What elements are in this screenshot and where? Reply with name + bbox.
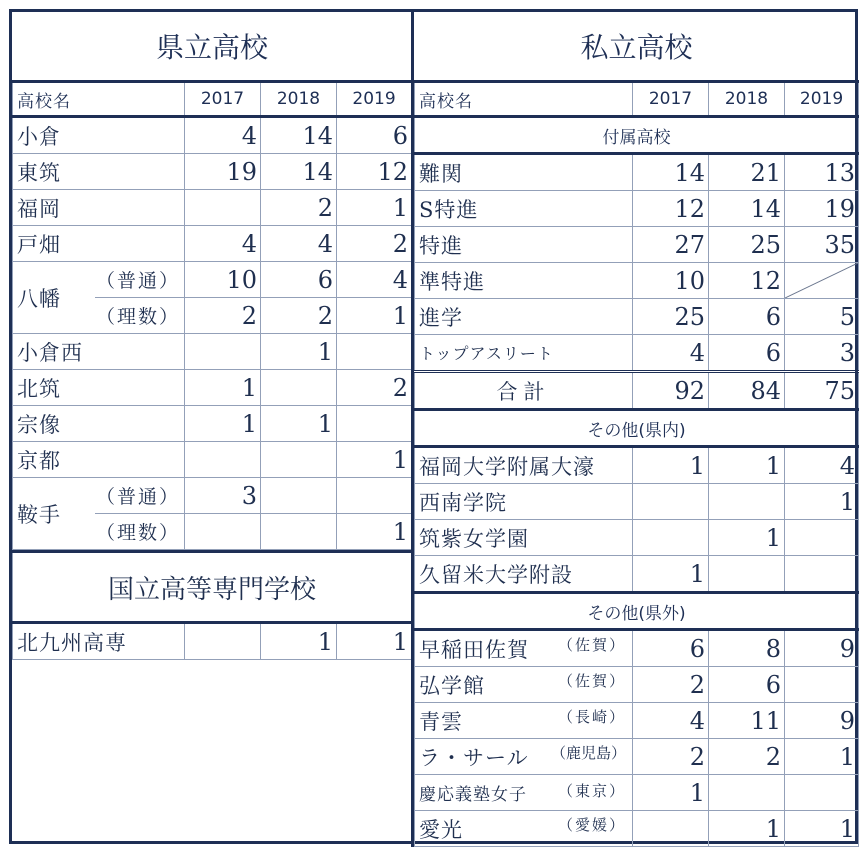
table-row [13, 623, 412, 660]
section-other-in-prefecture: その他(県内) [415, 410, 859, 447]
count-2019: 1 [785, 811, 859, 847]
school-name: 宗像 [13, 406, 185, 442]
prefectural-table [12, 12, 412, 262]
count-2017 [185, 190, 261, 226]
count-2018: 1 [261, 334, 337, 370]
count-2018: 6 [709, 335, 785, 372]
count-2019: 4 [337, 262, 412, 298]
count-2018 [261, 514, 337, 550]
count-2017 [633, 520, 709, 556]
count-2017: 27 [633, 227, 709, 263]
table-row [13, 154, 412, 190]
course-name: 難関 [415, 154, 633, 191]
count-2019: 1 [337, 623, 412, 660]
course-name: S特進 [415, 191, 633, 227]
count-2018: 2 [261, 190, 337, 226]
count-2018: 1 [709, 447, 785, 484]
count-2019 [337, 334, 412, 370]
count-2019: 19 [785, 191, 859, 227]
prefectural-title: 県立高校 [13, 12, 412, 82]
section-affiliated: 付属高校 [415, 117, 859, 154]
count-2017 [185, 623, 261, 660]
table-row [415, 227, 859, 263]
count-2017: 1 [633, 775, 709, 811]
course-name: 進学 [415, 299, 633, 335]
count-2019: 1 [337, 190, 412, 226]
school-name: ラ・サール [419, 745, 529, 770]
school-name: 京都 [13, 442, 185, 478]
count-2017: 19 [185, 154, 261, 190]
prefectural-table-2 [12, 333, 412, 478]
header-school-name: 高校名 [415, 82, 633, 117]
count-2017: 3 [185, 478, 261, 514]
count-2017 [633, 811, 709, 847]
table-row [415, 703, 859, 739]
total-2018: 84 [709, 372, 785, 410]
count-2018: 2 [709, 739, 785, 775]
count-2018 [261, 370, 337, 406]
total-2019: 75 [785, 372, 859, 410]
count-2017 [185, 514, 261, 550]
prefectural-panel [12, 12, 411, 660]
count-2019: 1 [337, 442, 412, 478]
course-name: 特進 [415, 227, 633, 263]
course-name: 準特進 [415, 263, 633, 299]
count-2018: 14 [261, 154, 337, 190]
count-2019: 1 [785, 484, 859, 520]
course-label: （理数） [95, 298, 185, 334]
table-row [13, 370, 412, 406]
table-row [415, 556, 859, 593]
table-row [415, 484, 859, 520]
course-name: トップアスリート [415, 335, 633, 372]
school-name: 八幡 [13, 262, 95, 334]
count-2017: 12 [633, 191, 709, 227]
count-2019: 1 [337, 298, 412, 334]
count-2018 [261, 478, 337, 514]
table-row [415, 739, 859, 775]
header-year-2017: 2017 [633, 82, 709, 117]
count-2017: 4 [633, 335, 709, 372]
yahata-group [12, 261, 412, 334]
school-name: 愛光 [419, 817, 463, 842]
count-2017: 10 [633, 263, 709, 299]
table-row [13, 334, 412, 370]
count-2017: 4 [633, 703, 709, 739]
header-year-2017: 2017 [185, 82, 261, 117]
count-2018: 1 [261, 406, 337, 442]
count-2017: 25 [633, 299, 709, 335]
school-name: 青雲 [419, 709, 463, 734]
table-row [415, 299, 859, 335]
table-row [415, 447, 859, 484]
kosen-table [12, 550, 412, 660]
course-label: （理数） [95, 514, 185, 550]
school-name: 北筑 [13, 370, 185, 406]
school-name: 北九州高専 [13, 623, 185, 660]
count-2019 [337, 478, 412, 514]
count-2019: 5 [785, 299, 859, 335]
school-name: 小倉 [13, 117, 185, 154]
count-2017: 10 [185, 262, 261, 298]
count-2017: 1 [633, 556, 709, 593]
count-2018: 14 [709, 191, 785, 227]
private-title: 私立高校 [415, 12, 859, 82]
prefecture-label: （東京） [557, 782, 626, 800]
school-name: 東筑 [13, 154, 185, 190]
count-2017: 4 [185, 226, 261, 262]
count-2017: 2 [633, 667, 709, 703]
school-name: 鞍手 [13, 478, 95, 550]
table-row [13, 262, 412, 298]
count-2017: 1 [185, 406, 261, 442]
not-applicable-cell [785, 263, 859, 299]
count-2019 [785, 556, 859, 593]
count-2018: 6 [709, 667, 785, 703]
prefecture-label: （佐賀） [557, 635, 626, 654]
count-2018: 2 [261, 298, 337, 334]
table-row [415, 191, 859, 227]
results-table-frame [9, 9, 858, 844]
school-name: 久留米大学附設 [415, 556, 633, 593]
count-2019: 1 [337, 514, 412, 550]
count-2018: 6 [261, 262, 337, 298]
count-2019 [785, 520, 859, 556]
header-year-2019: 2019 [785, 82, 859, 117]
private-panel [411, 12, 858, 847]
count-2018: 1 [261, 623, 337, 660]
diagonal-slash [785, 263, 858, 298]
count-2019: 4 [785, 447, 859, 484]
count-2019: 9 [785, 630, 859, 667]
course-label: （普通） [95, 478, 185, 514]
count-2018: 8 [709, 630, 785, 667]
kosen-title: 国立高等専門学校 [13, 552, 412, 623]
school-name: 福岡大学附属大濠 [415, 447, 633, 484]
total-label: 合計 [415, 372, 633, 410]
total-2017: 92 [633, 372, 709, 410]
header-school-name: 高校名 [13, 82, 185, 117]
count-2018 [709, 775, 785, 811]
section-other-out-prefecture: その他(県外) [415, 593, 859, 630]
table-row [13, 190, 412, 226]
prefecture-label: （鹿児島） [550, 743, 626, 762]
course-label: （普通） [95, 262, 185, 298]
school-name: 早稲田佐賀 [419, 637, 529, 662]
prefecture-label: （愛媛） [557, 815, 626, 834]
header-year-2018: 2018 [261, 82, 337, 117]
count-2017 [633, 484, 709, 520]
count-2019: 12 [337, 154, 412, 190]
count-2018: 25 [709, 227, 785, 263]
table-row [13, 478, 412, 514]
count-2019: 9 [785, 703, 859, 739]
count-2019 [785, 667, 859, 703]
header-year-2018: 2018 [709, 82, 785, 117]
count-2018: 1 [709, 811, 785, 847]
header-year-2019: 2019 [337, 82, 412, 117]
table-row [13, 117, 412, 154]
count-2018: 12 [709, 263, 785, 299]
table-row [415, 811, 859, 847]
school-name: 西南学院 [415, 484, 633, 520]
count-2019: 13 [785, 154, 859, 191]
count-2017: 1 [185, 370, 261, 406]
count-2018 [709, 556, 785, 593]
table-row [415, 154, 859, 191]
count-2019 [785, 775, 859, 811]
count-2017 [185, 334, 261, 370]
table-row [13, 406, 412, 442]
count-2019: 3 [785, 335, 859, 372]
count-2017 [185, 442, 261, 478]
table-row [415, 335, 859, 372]
count-2017: 4 [185, 117, 261, 154]
count-2018 [261, 442, 337, 478]
count-2019: 35 [785, 227, 859, 263]
private-table [414, 12, 859, 847]
table-row [415, 630, 859, 667]
count-2017: 2 [185, 298, 261, 334]
table-row [415, 667, 859, 703]
table-row [13, 226, 412, 262]
total-row [415, 372, 859, 410]
count-2018 [709, 484, 785, 520]
count-2018: 11 [709, 703, 785, 739]
count-2018: 21 [709, 154, 785, 191]
count-2019 [337, 406, 412, 442]
count-2019: 2 [337, 370, 412, 406]
school-name: 福岡 [13, 190, 185, 226]
count-2017: 2 [633, 739, 709, 775]
kurate-group [12, 477, 412, 550]
table-row [13, 442, 412, 478]
school-name: 小倉西 [13, 334, 185, 370]
count-2017: 14 [633, 154, 709, 191]
prefecture-label: （長崎） [557, 707, 626, 726]
table-row [415, 263, 859, 299]
count-2018: 4 [261, 226, 337, 262]
count-2018: 14 [261, 117, 337, 154]
count-2019: 6 [337, 117, 412, 154]
table-row [415, 520, 859, 556]
school-name: 慶応義塾女子 [419, 785, 527, 805]
school-name: 筑紫女学園 [415, 520, 633, 556]
prefecture-label: （佐賀） [557, 671, 626, 690]
school-name: 戸畑 [13, 226, 185, 262]
count-2017: 6 [633, 630, 709, 667]
count-2019: 1 [785, 739, 859, 775]
count-2017: 1 [633, 447, 709, 484]
count-2019: 2 [337, 226, 412, 262]
table-row [415, 775, 859, 811]
count-2018: 6 [709, 299, 785, 335]
count-2018: 1 [709, 520, 785, 556]
school-name: 弘学館 [419, 673, 485, 698]
